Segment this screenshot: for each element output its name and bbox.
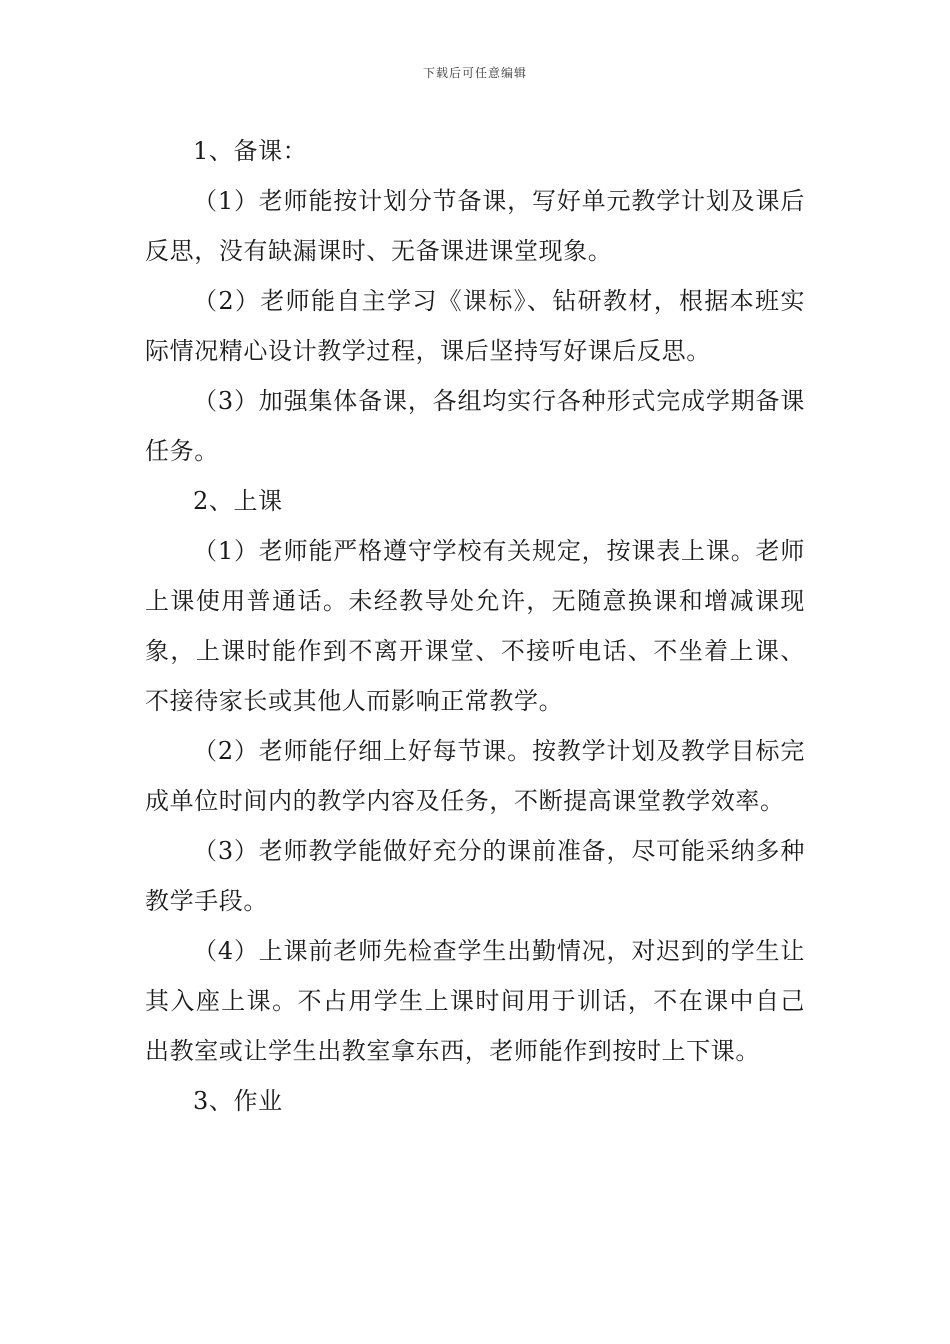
paragraph: （2）老师能仔细上好每节课。按教学计划及教学目标完成单位时间内的教学内容及任务，不断提高课堂教学效率。 (145, 737, 805, 815)
section-heading-lesson-prep: 1、备课： (193, 137, 308, 165)
section-heading-homework: 3、作业 (193, 1087, 283, 1115)
section-heading-class: 2、上课 (193, 487, 283, 515)
paragraph: （1）老师能严格遵守学校有关规定，按课表上课。老师上课使用普通话。未经教导处允许，无随意换课和增减课现象，上课时能作到不离开课堂、不接听电话、不坐着上课、不接待家长或其他人而影响正常教学。 (145, 537, 805, 715)
paragraph: （2）老师能自主学习《课标》、钻研教材，根据本班实际情况精心设计教学过程，课后坚持写好课后反思。 (145, 287, 805, 365)
paragraph: （1）老师能按计划分节备课，写好单元教学计划及课后反思，没有缺漏课时、无备课进课堂现象。 (145, 187, 805, 265)
paragraph: （4）上课前老师先检查学生出勤情况，对迟到的学生让其入座上课。不占用学生上课时间用于训话，不在课中自己出教室或让学生出教室拿东西，老师能作到按时上下课。 (145, 937, 805, 1065)
paragraph: （3）老师教学能做好充分的课前准备，尽可能采纳多种教学手段。 (145, 837, 805, 915)
page-header: 下载后可任意编辑 (422, 66, 527, 80)
document-body (145, 126, 805, 1126)
paragraph: （3）加强集体备课，各组均实行各种形式完成学期备课任务。 (145, 387, 805, 465)
